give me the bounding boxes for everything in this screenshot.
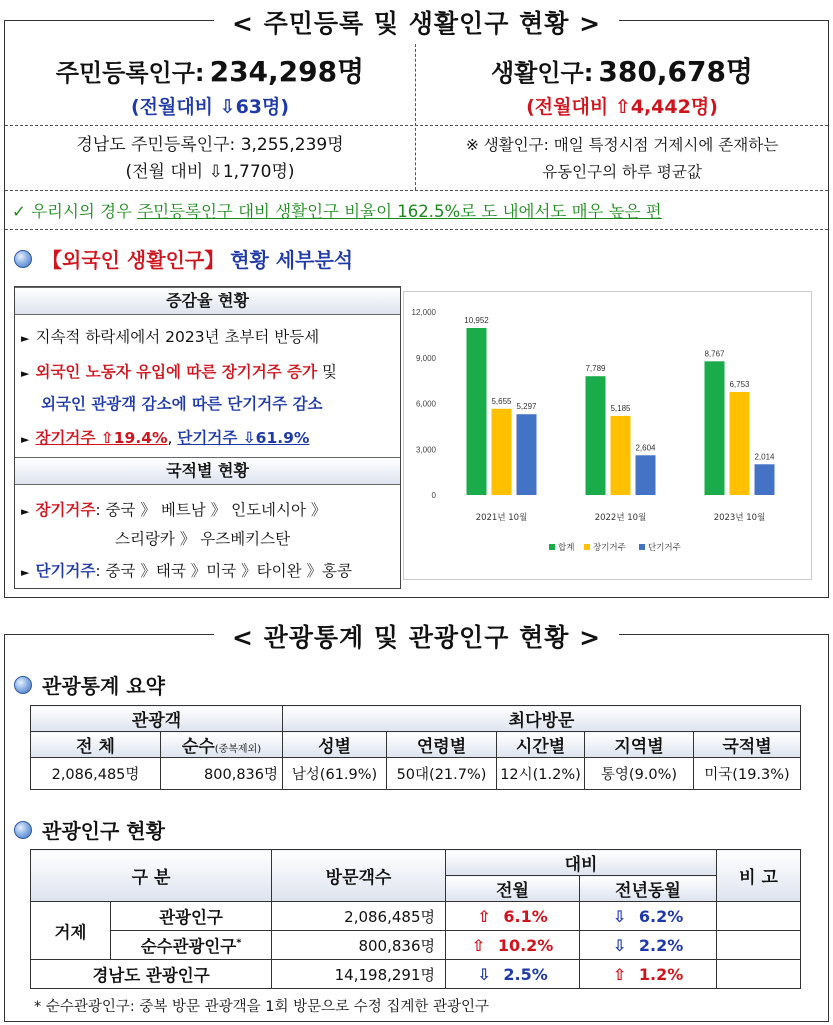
row-label: 경남도 관광인구 [31, 960, 272, 989]
table-row [31, 931, 801, 960]
up-arrow-icon: ⇧ [471, 935, 486, 955]
header-pure: 순수(중복제외) [161, 732, 283, 758]
row-mom: ⇧ 10.2% [446, 931, 580, 960]
growth-header: 증감율 현황 [15, 287, 400, 315]
divider-horizontal-1 [5, 125, 828, 126]
bar [492, 409, 512, 495]
row-label: 순수관광인구* [111, 931, 272, 960]
up-arrow-icon: ⇧ [612, 964, 627, 984]
nation-short-line: ► 단기거주: 중국 》태국 》미국 》타이완 》홍콩 [21, 562, 352, 580]
legend-swatch [639, 544, 645, 550]
x-tick-label: 2021년 10월 [475, 513, 528, 523]
row-visitors: 800,836명 [272, 931, 446, 960]
bar [730, 392, 750, 495]
province-line2: (전월 대비 ⇩1,770명) [125, 162, 295, 182]
province-line1: 경남도 주민등록인구: 3,255,239명 [76, 135, 344, 155]
header-visitors: 방문객수 [272, 850, 446, 902]
foreign-title-blue: 현황 세부분석 [230, 248, 354, 272]
row-mom: ⇩ 2.5% [446, 960, 580, 989]
row-visitors: 2,086,485명 [272, 902, 446, 931]
divider-horizontal-3 [5, 229, 828, 230]
nation-long-line2: 스리랑카 》 우즈베키스탄 [115, 530, 291, 548]
row-mom: ⇧ 6.1% [446, 902, 580, 931]
tourism-population-table [30, 849, 801, 989]
header-note: 비 고 [717, 850, 801, 902]
down-arrow-icon: ⇩ [612, 906, 627, 926]
tourism-summary-title: 관광통계 요약 [14, 670, 165, 699]
bullet-ball-icon [14, 821, 32, 839]
value-region: 통영(9.0%) [585, 758, 694, 790]
data-label: 5,297 [516, 402, 537, 412]
value-total: 2,086,485명 [31, 758, 161, 790]
row-yoy: ⇧ 1.2% [580, 960, 717, 989]
value-gender: 남성(61.9%) [283, 758, 387, 790]
bar [705, 361, 725, 495]
triangle-bullet-icon: ► [21, 505, 30, 518]
footnote: * 순수관광인구: 중복 방문 관광객을 1회 방문으로 수정 집계한 관광인구 [34, 999, 490, 1015]
living-label: 생활인구: [490, 59, 594, 87]
down-arrow-icon: ⇩ [612, 935, 627, 955]
x-tick-label: 2022년 10월 [594, 513, 647, 523]
row-yoy: ⇩ 6.2% [580, 902, 717, 931]
y-tick-label: 9,000 [415, 353, 436, 363]
triangle-bullet-icon: ► [21, 566, 30, 579]
bar [755, 464, 775, 495]
header-region: 지역별 [585, 732, 694, 758]
y-tick-label: 3,000 [415, 445, 436, 455]
growth-line3: 외국인 관광객 감소에 따른 단기거주 감소 [41, 395, 323, 413]
foreign-title [14, 244, 353, 273]
data-label: 7,789 [585, 364, 606, 374]
bullet-ball-icon [14, 250, 32, 268]
tourism-summary-table [30, 705, 801, 790]
section1-title: < 주민등록 및 생활인구 현황 > [0, 4, 833, 40]
table-row [31, 960, 801, 989]
nation-long-line1: ► 장기거주: 중국 》 베트남 》 인도네시아 》 [21, 501, 327, 519]
foreign-population-chart [403, 291, 812, 580]
bar [517, 414, 537, 495]
note-line2: 유동인구의 하루 평균값 [542, 163, 702, 181]
bar [586, 376, 606, 495]
row-yoy: ⇩ 2.2% [580, 931, 717, 960]
header-time: 시간별 [497, 732, 585, 758]
header-nationality: 국적별 [694, 732, 801, 758]
header-prev-year: 전년동월 [580, 876, 717, 902]
data-label: 2,014 [754, 452, 775, 462]
check-icon: ✓ [12, 202, 26, 221]
registered-value: 234,298명 [209, 55, 365, 88]
y-tick-label: 0 [431, 491, 436, 500]
living-population-note [416, 132, 828, 186]
up-arrow-icon: ⇧ [477, 906, 491, 926]
divider-horizontal-2 [5, 190, 828, 191]
row-visitors: 14,198,291명 [272, 960, 446, 989]
living-value: 380,678명 [598, 55, 754, 88]
header-gender: 성별 [283, 732, 387, 758]
data-label: 6,753 [729, 380, 750, 390]
triangle-bullet-icon: ► [21, 367, 30, 380]
foreign-analysis-box [14, 286, 401, 589]
row-note [717, 931, 801, 960]
legend-label: 장기거주 [593, 543, 626, 553]
legend-swatch [549, 544, 555, 550]
note-line1: ※ 생활인구: 매일 특정시점 거제시에 존재하는 [465, 136, 779, 154]
row-label: 관광인구 [111, 902, 272, 931]
x-tick-label: 2023년 10월 [713, 513, 766, 523]
triangle-bullet-icon: ► [21, 332, 30, 345]
highlight-prefix: 우리시의 경우 [31, 202, 132, 221]
value-nationality: 미국(19.3%) [694, 758, 801, 790]
nation-header: 국적별 현황 [15, 457, 400, 485]
ratio-highlight [12, 198, 662, 222]
header-total: 전 체 [31, 732, 161, 758]
living-population [416, 50, 828, 119]
data-label: 5,655 [491, 396, 512, 406]
y-tick-label: 6,000 [415, 399, 436, 409]
province-population [5, 132, 415, 186]
row-note [717, 902, 801, 931]
table-row [31, 902, 801, 931]
section2-title: < 관광통계 및 관광인구 현황 > [0, 618, 833, 654]
legend-label: 단기거주 [648, 543, 681, 553]
header-category: 구 분 [31, 850, 272, 902]
value-time: 12시(1.2%) [497, 758, 585, 790]
registered-compare: (전월대비 ⇩63명) [130, 96, 290, 118]
registered-population [5, 50, 415, 119]
bar [611, 416, 631, 495]
growth-line4: ► 장기거주 ⇧19.4%, 단기거주 ⇩61.9% [21, 429, 310, 447]
bar [636, 455, 656, 495]
tourism-population-title: 관광인구 현황 [14, 815, 165, 844]
row-note [717, 960, 801, 989]
data-label: 5,185 [610, 403, 631, 413]
bullet-ball-icon [14, 676, 32, 694]
down-arrow-icon: ⇩ [477, 964, 491, 984]
group-tourists: 관광객 [31, 706, 283, 732]
highlight-underlined: 주민등록인구 대비 생활인구 비율이 162.5%로 도 내에서도 매우 높은 편 [137, 202, 662, 221]
group-most-visited: 최다방문 [283, 706, 801, 732]
legend-swatch [584, 544, 590, 550]
header-prev-month: 전월 [446, 876, 580, 902]
bar [467, 328, 487, 495]
data-label: 10,952 [464, 315, 489, 325]
header-age: 연령별 [387, 732, 497, 758]
growth-line2: ► 외국인 노동자 유입에 따른 장기거주 증가 및 [21, 363, 337, 381]
geoje-label: 거제 [31, 902, 111, 960]
foreign-title-red: 【외국인 생활인구】 [42, 248, 225, 272]
data-label: 2,604 [635, 443, 656, 453]
y-tick-label: 12,000 [411, 308, 436, 317]
growth-line1: ► 지속적 하락세에서 2023년 초부터 반등세 [21, 328, 320, 346]
legend-label: 합계 [558, 543, 575, 553]
bar-chart-svg [404, 292, 811, 579]
value-pure: 800,836명 [161, 758, 283, 790]
triangle-bullet-icon: ► [21, 433, 30, 446]
registered-label: 주민등록인구: [55, 59, 205, 87]
living-compare: (전월대비 ⇧4,442명) [526, 96, 718, 118]
value-age: 50대(21.7%) [387, 758, 497, 790]
data-label: 8,767 [704, 349, 725, 359]
header-compare: 대비 [446, 850, 717, 876]
